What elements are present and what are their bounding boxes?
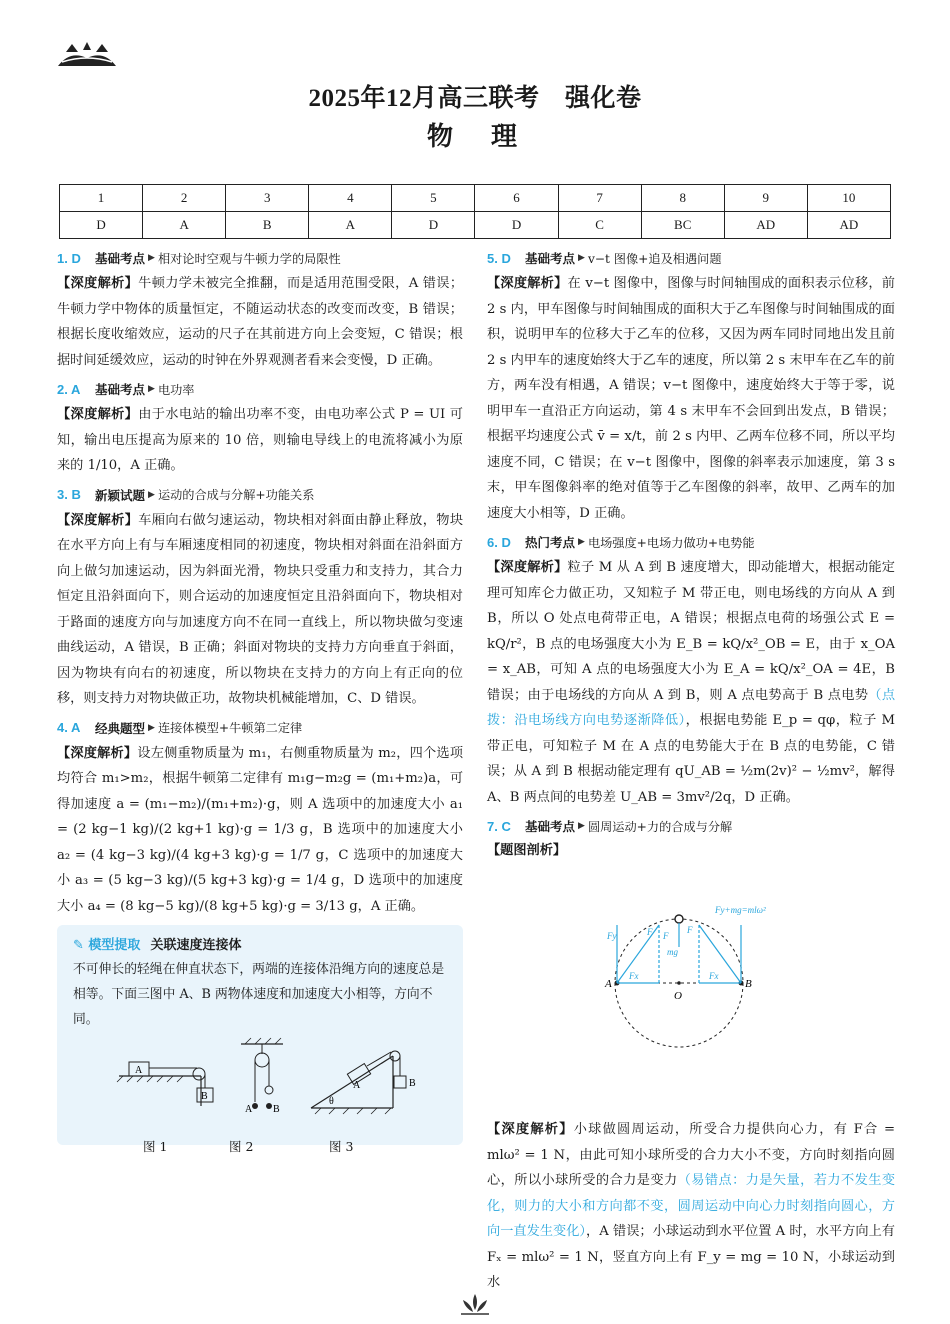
category-tag: 基础考点	[95, 382, 146, 397]
svg-text:Fx: Fx	[629, 971, 639, 981]
answer-cell: B	[226, 212, 309, 239]
solution-text: 设左侧重物质量为 m₁，右侧重物质量为 m₂，四个选项均符合 m₁>m₂，根据牛顿第二定律有 m₁g−m₂g = (m₁+m₂)a，可得加速度 a = (m₁−m₂)/(m₁+m₂)·g，则 A 选项中的加速度大小 a₁ = (2 kg−1 kg)/(2 kg+1 kg)·g = 1/3 g，B 选项中的加速度大小 a₂ = (4 kg−3 kg)/(4 kg+3 kg)·g = 1/7 g，C 选项中的加速度大小 a₃ = (5 kg−3 kg)/(5 kg+3 kg)·g = 1/4 g，D 选项中的加速度大小 a₄ = (8 kg−5 kg)/(8 kg+5 kg)·g = 3/13 g，A 正确。	[57, 745, 464, 914]
figure-3-caption: 图 3	[329, 1139, 354, 1154]
section-header	[57, 485, 463, 505]
model-extraction-box	[57, 925, 463, 1154]
solution-text-continued: ，根据电势能 E_p = qφ，粒子 M 带正电，可知粒子 M 在 A 点的电势能大于在 B 点的电势能，C 错误；从 A 到 B 根据动能定理有 qU_AB = ½m(2v)² − ½mv²，解得 A、B 两点间的电势差 U_AB = 3mv²/2q，D 正确。	[487, 713, 895, 805]
arrow-right-icon: ▶	[148, 489, 155, 500]
svg-text:A: A	[353, 1080, 361, 1091]
svg-text:A: A	[605, 978, 612, 990]
answer-cell: C	[558, 212, 641, 239]
figure-analysis-label: 【题图剖析】	[487, 843, 567, 858]
svg-text:Fy+mg=mlω²: Fy+mg=mlω²	[715, 905, 766, 915]
arrow-right-icon: ▶	[148, 253, 155, 263]
solution-text: 在 v−t 图像中，图像与时间轴围成的面积表示位移，前 2 s 内，甲车图像与时间轴围成的面积大于乙车图像与时间轴围成的面积，说明甲车的位移大于乙车的位移，又因为两车同时同地出发且前 2 s 内甲车的速度始终大于乙车的速度，所以第 2 s 末甲车在乙车的前方，两车没有相遇，A 错误；v−t 图像中，速度始终大于等于零，说明甲车一直沿正方向运动，第 4 s 末甲车不会回到出发点，B 错误；根据平均速度公式 v̄ = x/t，前 2 s 内甲、乙两车位移不同，所以平均速度不同，C 错误；在 v−t 图像中，图像的斜率表示加速度，第 3 s 末，甲车图像斜率的绝对值等于乙车图像的斜率，故甲、乙两车的加速度大小相等，D 正确。	[487, 276, 895, 521]
solution-text-continued: ，A 错误；小球运动到水平位置 A 时，水平方向上有 Fₓ = mlω² = 1 N，竖直方向上有 F_y = mg = 10 N，小球运动到水	[487, 1224, 895, 1290]
solution-text: 牛顿力学未被完全推翻，而是适用范围受限，A 错误；牛顿力学中物体的质量恒定，不随运动状态的改变而改变，B 错误；根据长度收缩效应，运动的尺子在其前进方向上会变短，C 错误；根据时间延缓效应，运动的时钟在外界观测者看来会变慢，D 正确。	[57, 276, 464, 368]
analysis-label: 【深度解析】	[487, 560, 568, 575]
answer-cell: BC	[641, 212, 724, 239]
figure-2-caption: 图 2	[229, 1139, 254, 1154]
question-5-solution	[487, 248, 895, 526]
arrow-right-icon: ▶	[578, 537, 585, 547]
answer-cell: D	[475, 212, 558, 239]
answer-cell: AD	[807, 212, 890, 239]
model-badge: ✎ 模型提取	[73, 937, 141, 953]
analysis-label: 【深度解析】	[487, 276, 568, 291]
analysis-label: 【深度解析】	[57, 745, 138, 761]
solution-text: 粒子 M 从 A 到 B 速度增大，即动能增大，根据动能定理可知库仑力做正功，又知粒子 M 带正电，则电场线的方向从 A 到 B，所以 O 处点电荷带正电，A 错误；根据点电荷的场强公式 E = kQ/r²，B 点的电场强度大小为 E_B = kQ/x²_OB = E，由于 x_OA = x_AB，可知 A 点的电场强度大小为 E_A = kQ/x²_OA = 4E，B 错误；由于电场线的方向从 A 到 B，则 A 点电势高于 B 点电势	[487, 560, 895, 703]
question-number: 3	[226, 185, 309, 212]
svg-text:A: A	[245, 1104, 253, 1115]
svg-text:B: B	[745, 978, 752, 990]
model-text: 不可伸长的轻绳在伸直状态下，两端的连接体沿绳方向的速度总是相等。下面三图中 A、B 两物体速度和加速度大小相等，方向不同。	[73, 962, 445, 1027]
section-header	[487, 816, 895, 836]
question-number: 8	[641, 185, 724, 212]
arrow-right-icon: ▶	[148, 722, 155, 733]
figure-1-caption: 图 1	[143, 1139, 168, 1154]
svg-text:Fx: Fx	[709, 971, 719, 981]
arrow-right-icon: ▶	[578, 253, 585, 263]
analysis-label: 【深度解析】	[57, 407, 139, 422]
solution-text: 由于水电站的输出功率不变，由电功率公式 P = UI 可知，输出电压提高为原来的 10 倍，则输电导线上的电流将减小为原来的 1/10，A 正确。	[57, 407, 463, 473]
topic-label: 电功率	[157, 382, 195, 397]
model-title: 关联速度连接体	[150, 937, 242, 953]
solution-text: 车厢向右做匀速运动，物块相对斜面由静止释放，物块在水平方向上有与车厢速度相同的初速度，物块相对斜面在沿斜面方向上做匀加速运动，因为斜面光滑，物块只受重力和支持力，其合力恒定且沿斜面向下，则合运动的加速度恒定且沿斜面向下，物块相对于路面的速度方向与加速度方向不在同一直线上，所以物块做匀变速曲线运动，A 错误，B 正确；斜面对物块的支持力方向垂直于斜面，因为物块有向右的初速度，所以物块在支持力的方向上有正向的位移，则支持力对物块做正功，故物块机械能增加，C、D 错误。	[57, 512, 464, 706]
figure-1-drawing	[117, 1062, 213, 1106]
answer-cell: AD	[724, 212, 807, 239]
section-header	[57, 718, 463, 738]
svg-text:F: F	[663, 931, 669, 941]
arrow-right-icon: ▶	[578, 821, 585, 831]
category-tag: 基础考点	[525, 819, 576, 834]
category-tag: 热门考点	[525, 535, 576, 550]
question-number-label: 6. D	[487, 534, 511, 550]
svg-text:F: F	[687, 925, 693, 935]
question-number: 2	[143, 185, 226, 212]
topic-label: 连接体模型+牛顿第二定律	[157, 721, 303, 735]
analysis-label: 【深度解析】	[57, 512, 139, 528]
question-number-label: 4. A	[57, 720, 81, 735]
model-header	[73, 933, 449, 953]
svg-text:F: F	[647, 927, 653, 937]
publisher-logo-icon	[56, 40, 118, 68]
analysis-label: 【深度解析】	[57, 276, 139, 291]
question-2-solution	[57, 379, 463, 479]
section-header	[487, 248, 895, 268]
solution-paragraph	[487, 555, 895, 810]
question-number-label: 1. D	[57, 250, 81, 266]
answer-cell: D	[392, 212, 475, 239]
figure-3-drawing	[311, 1051, 416, 1114]
question-number: 4	[309, 185, 392, 212]
question-number: 10	[807, 185, 890, 212]
question-number: 9	[724, 185, 807, 212]
question-1-solution	[57, 248, 463, 373]
svg-text:A: A	[135, 1065, 143, 1076]
solution-paragraph	[487, 1117, 895, 1296]
solution-paragraph	[57, 508, 463, 712]
svg-text:O: O	[674, 990, 682, 1002]
answer-cell: A	[309, 212, 392, 239]
category-tag: 基础考点	[525, 251, 576, 266]
solution-paragraph	[57, 741, 463, 920]
question-number-label: 3. B	[57, 487, 81, 502]
right-column	[487, 248, 895, 1302]
topic-label: 电场强度+电场力做功+电势能	[587, 535, 755, 550]
question-number-label: 7. C	[487, 818, 511, 834]
connected-bodies-figures	[73, 1036, 449, 1116]
question-number-label: 5. D	[487, 250, 511, 266]
svg-text:B: B	[201, 1091, 208, 1102]
page-ornament-icon	[453, 1290, 497, 1318]
solution-paragraph	[57, 271, 463, 373]
svg-text:θ: θ	[329, 1096, 334, 1107]
subject-title: 物 理	[426, 122, 523, 151]
question-number-label: 2. A	[57, 381, 81, 397]
answer-table	[59, 184, 891, 239]
svg-text:Fy: Fy	[607, 931, 617, 941]
question-number: 5	[392, 185, 475, 212]
svg-text:B: B	[409, 1078, 416, 1089]
section-header	[57, 248, 463, 268]
circular-motion-force-diagram	[487, 863, 895, 1113]
tip-note: （点拨：沿电场线方向电势逐渐降低）	[487, 687, 896, 728]
figure-2-drawing	[241, 1038, 283, 1115]
analysis-label: 【深度解析】	[487, 1122, 574, 1137]
topic-label: 运动的合成与分解+功能关系	[157, 488, 315, 502]
solution-text: 小球做圆周运动，所受合力提供向心力，有 F合 = mlω² = 1 N，由此可知小球所受的合力大小不变，方向时刻指向圆心，所以小球所受的合力是变力	[487, 1122, 895, 1188]
answer-table-answer-row	[60, 212, 891, 239]
category-tag: 经典题型	[95, 720, 146, 736]
svg-text:mg: mg	[667, 947, 678, 957]
arrow-right-icon: ▶	[148, 384, 155, 394]
answer-cell: A	[143, 212, 226, 239]
question-number: 7	[558, 185, 641, 212]
question-6-solution	[487, 532, 895, 810]
question-7-solution	[487, 816, 895, 1296]
topic-label: v−t 图像+追及相遇问题	[587, 251, 722, 266]
answer-cell: D	[60, 212, 143, 239]
exam-title: 2025年12月高三联考 强化卷	[308, 85, 642, 112]
error-prone-note: （易错点：力是矢量，若力不发生变化，则力的大小和方向都不变，圆周运动中向心力时刻指向圆心，方向一直发生变化）	[487, 1173, 896, 1239]
question-number: 1	[60, 185, 143, 212]
section-header	[487, 532, 895, 552]
svg-text:B: B	[273, 1104, 280, 1115]
left-column	[57, 248, 464, 1154]
section-header	[57, 379, 463, 399]
category-tag: 新颖试题	[95, 487, 146, 503]
question-3-solution	[57, 485, 463, 712]
question-4-solution	[57, 718, 463, 920]
category-tag: 基础考点	[95, 251, 146, 266]
solution-paragraph	[57, 402, 463, 479]
topic-label: 相对论时空观与牛顿力学的局限性	[157, 251, 341, 266]
question-number: 6	[475, 185, 558, 212]
answer-table-number-row	[60, 185, 891, 212]
solution-paragraph	[487, 271, 895, 526]
topic-label: 圆周运动+力的合成与分解	[587, 819, 733, 834]
